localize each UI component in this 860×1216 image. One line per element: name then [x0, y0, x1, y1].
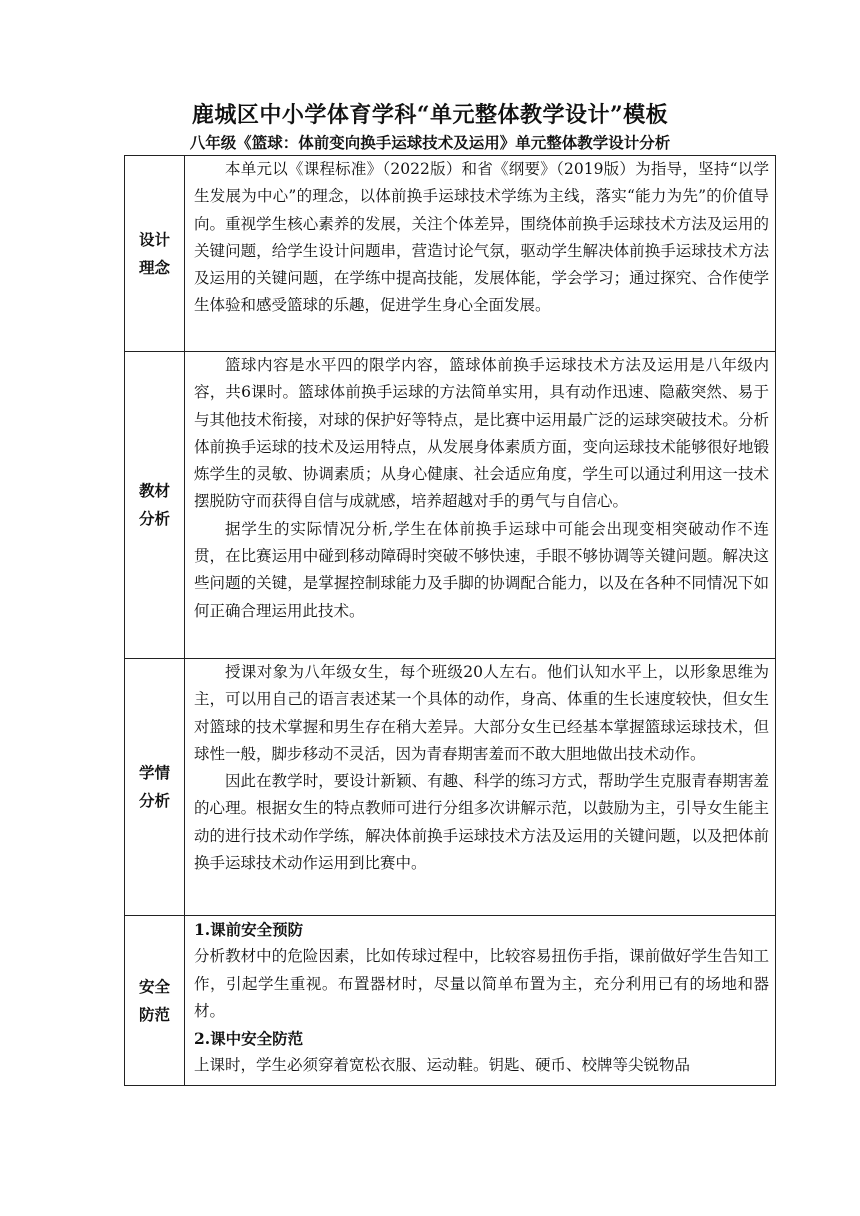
- design-analysis-table: [124, 155, 776, 1086]
- table-row-student-analysis: [125, 659, 776, 916]
- row-label-material-analysis: 教材分析: [138, 481, 170, 528]
- paragraph: 上课时，学生必须穿着宽松衣服、运动鞋。钥匙、硬币、校牌等尖锐物品: [194, 1056, 691, 1075]
- paragraph: 授课对象为八年级女生，每个班级20人左右。他们认知水平上，以形象思维为主，可以用自己的语言表述某一个具体的动作，身高、体重的生长速度较快，但女生对篮球的技术掌握和男生存在稍大差异。大部分女生已经基本掌握篮球运球技术，但球性一般，脚步移动不灵活，因为青春期害羞而不敢大胆地做出技术动作。: [194, 663, 769, 763]
- paragraph: 本单元以《课程标准》（2022版）和省《纲要》（2019版）为指导，坚持“以学生发展为中心”的理念，以体前换手运球技术学练为主线，落实“能力为先”的价值导向。重视学生核心素养的发展，关注个体差异，围绕体前换手运球技术方法及运用的关键问题，给学生设计问题串，营造讨论气氛，驱动学生解决体前换手运球技术方法及运用的关键问题，在学练中提高技能，发展体能，学会学习；通过探究、合作使学生体验和感受篮球的乐趣，促进学生身心全面发展。: [194, 160, 769, 315]
- table-row-material-analysis: [125, 352, 776, 659]
- document-subtitle: 八年级《篮球：体前变向换手运球技术及运用》单元整体教学设计分析: [189, 133, 671, 152]
- table-row-design-concept: [125, 156, 776, 352]
- document-title: 鹿城区中小学体育学科“单元整体教学设计”模板: [191, 102, 669, 128]
- row-content-cell: [185, 659, 776, 916]
- paragraph: 因此在教学时，要设计新颖、有趣、科学的练习方式，帮助学生克服青春期害羞的心理。根据女生的特点教师可进行分组多次讲解示范，以鼓励为主，引导女生能主动的进行技术动作学练，解决体前换手运球技术方法及运用的关键问题，以及把体前换手运球技术动作运用到比赛中。: [194, 772, 769, 873]
- row-label-cell: [125, 916, 185, 1086]
- table-row-safety: [125, 916, 776, 1086]
- paragraph: 篮球内容是水平四的限学内容，篮球体前换手运球技术方法及运用是八年级内容，共6课时。篮球体前换手运球的方法简单实用，具有动作迅速、隐蔽突然、易于与其他技术衔接，对球的保护好等特点，是比赛中运用最广泛的运球突破技术。分析体前换手运球的技术及运用特点，从发展身体素质方面，变向运球技术能够很好地锻炼学生的灵敏、协调素质；从身心健康、社会适应角度，学生可以通过利用这一技术摆脱防守而获得自信与成就感，培养超越对手的勇气与自信心。: [194, 356, 769, 511]
- row-label-cell: [125, 156, 185, 352]
- row-label-student-analysis: 学情分析: [138, 763, 170, 810]
- row-content-cell: [185, 352, 776, 659]
- row-label-cell: [125, 659, 185, 916]
- row-content-cell: [185, 916, 776, 1086]
- row-content-cell: [185, 156, 776, 352]
- section-heading: 1.课前安全预防: [194, 920, 304, 939]
- row-label-safety: 安全防范: [138, 976, 170, 1024]
- paragraph: 分析教材中的危险因素，比如传球过程中，比较容易扭伤手指，课前做好学生告知工作，引起学生重视。布置器材时，尽量以简单布置为主，充分利用已有的场地和器材。: [194, 947, 769, 1020]
- paragraph: 据学生的实际情况分析,学生在体前换手运球中可能会出现变相突破动作不连贯，在比赛运用中碰到移动障碍时突破不够快速，手眼不够协调等关键问题。解决这些问题的关键，是掌握控制球能力及手脚的协调配合能力，以及在各种不同情况下如何正确合理运用此技术。: [194, 519, 769, 620]
- row-label-cell: [125, 352, 185, 659]
- section-heading: 2.课中安全防范: [194, 1029, 304, 1049]
- row-label-design-concept: 设计理念: [138, 229, 170, 277]
